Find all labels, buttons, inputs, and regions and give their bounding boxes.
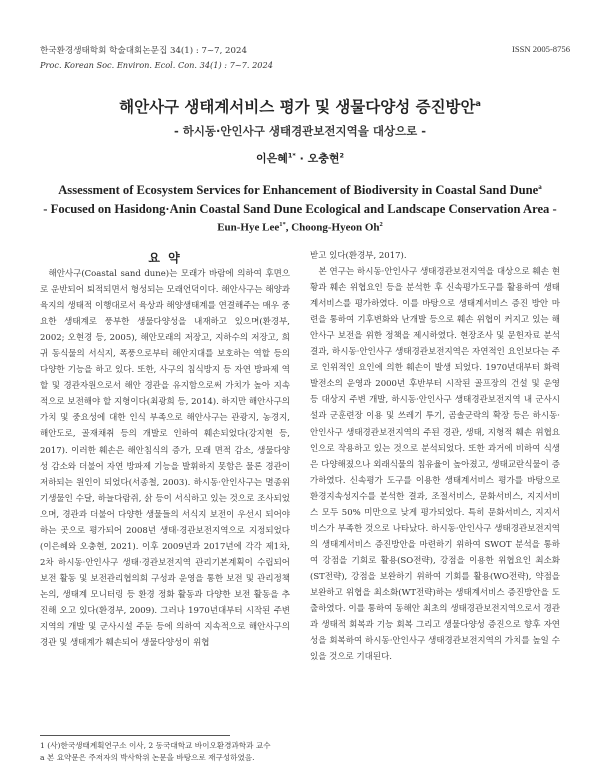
journal-citation-en: Proc. Korean Soc. Environ. Ecol. Con. 34(1) : 7~7. 2024 <box>40 60 273 70</box>
title-korean-text: 해안사구 생태계서비스 평가 및 생물다양성 증진방안 <box>119 98 476 116</box>
abstract-paragraph-2: 본 연구는 하시동·안인사구 생태경관보전지역을 대상으로 훼손 현황과 훼손 위협요인 등을 분석한 후 신속평가도구를 활용하여 생태계서비스를 평가하였다. 이를 바탕으로 생태계서비스 증진 방안 마련을 통하여 기후변화와 난개발 등으로 훼손 위협이 커지고 있는 해안사구 보전을 위한 정책을 제시하였다. 현장조사 및 문헌자료 분석 결과, 하시동·안인사구 생태경관보전지역은 자연적인 요인보다는 주로 인위적인 요인에 의한 훼손이 발생 되었다. 1970년대부터 화력발전소의 운영과 2000년 후반부터 시작된 골프장의 건설 및 운영 등 대상지 주변 개발, 하시동·안인사구 생태경관보전지역 내 군사시설과 군훈련장 이용 및 쓰레기 투기, 곰솔군락의 확장 등은 하시동·안인사구 생태경관보전지역의 주된 경관, 생태, 지형적 훼손 위협요인으로 작용하고 있는 것으로 분석되었다. 또한 과거에 비하여 식생은 다양해졌으나 외래식물의 침유율이 높아졌고, 생태교란식물이 증가하였다. 신속평가 도구를 이용한 생태계서비스 평가를 바탕으로 환경지속성지수를 분석한 결과, 조절서비스, 문화서비스, 지지서비스 모두 50% 미만으로 낮게 평가되었다. 특히 문화서비스, 지지서비스가 부족한 것으로 나타났다. 하시동·안인사구 생태경관보전지역의 생태계서비스 증진방안을 마련하기 위하여 SWOT 분석을 통하여 강점을 기회로 활용(SO전략), 강점을 이용한 위협요인 최소화(ST전략), 강점을 보완하기 위하여 기회를 활용(WO전략), 약점을 보완하고 위협을 최소화(WT전략)하는 생태계서비스 증진방안을 도출하였다. 이를 통하여 동해안 최초의 생태경관보전지역으로서 경관과 생태적 회복과 기능 회복 그리고 생물다양성 증진으로 향후 자연성을 회복하여 하시동·안인사구 생태경관보전지역의 가치를 높일 수 있을 것으로 기대된다. <box>310 267 560 663</box>
authors-english <box>0 221 600 234</box>
title-english-footnote-mark: a <box>538 183 542 191</box>
title-korean <box>0 95 600 117</box>
abstract-paragraph-1: 해안사구(Coastal sand dune)는 모래가 바람에 의하여 후면으로 운반되어 퇴적되면서 형성되는 모래언덕이다. 해안사구는 해양과 육지의 생태적 이행대로서 육상과 해양생태계를 연결해주는 매우 중요한 생태계로 풍부한 생물다양성을 내재하고 있으며(환경부, 2002; 오현경 등, 2005), 해안모래의 저장고, 지하수의 저장고, 희귀 동식물의 서식지, 폭풍으로부터 해안지대를 보호하는 역할 등의 다양한 기능을 하고 있다. 또한, 사구의 침식방지 등 자연 방파제 역할 및 경관자원으로서 해안 경관을 유지함으로써 가치가 높아 지속적으로 보전해야 할 지형이다(최광희 등, 2014). 하지만 해안사구의 가치 및 중요성에 대한 인식 부족으로 해안사구는 관광지, 농경지, 해안도로, 골재채취 등의 개발로 인하여 훼손되었다(강지현 등, 2017). 이러한 훼손은 해안침식의 증가, 모래 면적 감소, 생물다양성 감소와 더불어 자연 방파제 기능을 발휘하지 못함은 물론 경관이 저하되는 원인이 되었다(서종철, 2003). 하시동·안인사구는 멸종위기생물인 수달, 하늘다람쥐, 삵 등이 서식하고 있는 것으로 조사되었으며, 경관과 더불어 다양한 생물들의 서식지 보전이 우선시 되어야 하는 곳으로 평가되어 2008년 생태·경관보전지역으로 지정되었다(이은혜와 오충현, 2021). 이후 2009년과 2017년에 각각 제1차, 2차 하시동·안인사구 생태·경관보전지역 관리기본계획이 수립되어 보전 활동 및 보전관리협의회 구성과 운영을 통한 보전 및 관리정책 논의, 생태계 모니터링 등 환경 정화 활동과 다양한 보전 활동을 추진해 오고 있다(환경부, 2009). 그러나 1970년대부터 시작된 주변 지역의 개발 및 군사시설 주둔 등에 의하여 지속적으로 해안사구의 경관 및 생태계가 훼손되어 생물다양성이 위협 <box>40 269 290 649</box>
subtitle-english: - Focused on Hasidong·Anin Coastal Sand Dune Ecological and Landscape Conservation Area - <box>43 202 557 217</box>
footnote-divider <box>40 735 230 736</box>
subtitle-korean: - 하시동·안인사구 생태경관보전지역을 대상으로 - <box>173 124 427 138</box>
author-en-second-mark: 2 <box>379 221 383 228</box>
author-ko-second-mark: 2 <box>339 151 345 160</box>
author-en-second: Choong-Hyeon Oh <box>291 221 380 234</box>
author-en-first-mark: 1* <box>279 221 286 228</box>
footnote-affiliations: 1 (사)한국생태계획연구소 이사, 2 동국대학교 바이오환경과학과 교수 <box>40 741 271 750</box>
abstract-column-right <box>310 248 560 665</box>
authors-korean <box>0 150 600 166</box>
author-ko-first-mark: 1* <box>287 151 296 160</box>
author-en-separator: , <box>285 221 292 234</box>
journal-header <box>40 44 400 72</box>
abstract-heading: 요 약 <box>148 251 182 265</box>
abstract-column-left <box>40 266 290 651</box>
author-ko-separator: · <box>295 152 308 165</box>
journal-citation-ko: 한국환경생태학회 학술대회논문집 34(1) : 7~7, 2024 <box>40 46 247 56</box>
footnote-source-note: a 본 요약문은 주저자의 박사학위 논문을 바탕으로 재구성하였음. <box>40 753 255 762</box>
author-en-first: Eun-Hye Lee <box>217 221 280 234</box>
title-english <box>0 178 600 219</box>
title-english-text: Assessment of Ecosystem Services for Enhancement of Biodiversity in Coastal Sand Dune <box>58 183 539 198</box>
author-ko-second: 오충현 <box>307 152 340 165</box>
footnotes <box>40 740 560 764</box>
issn-label: ISSN 2005-8756 <box>511 44 570 54</box>
title-english-line <box>0 178 600 200</box>
title-korean-footnote-mark: a <box>475 98 481 108</box>
author-ko-first: 이은혜 <box>255 152 288 165</box>
abstract-paragraph-1-continuation: 받고 있다(환경부, 2017). <box>310 251 407 261</box>
